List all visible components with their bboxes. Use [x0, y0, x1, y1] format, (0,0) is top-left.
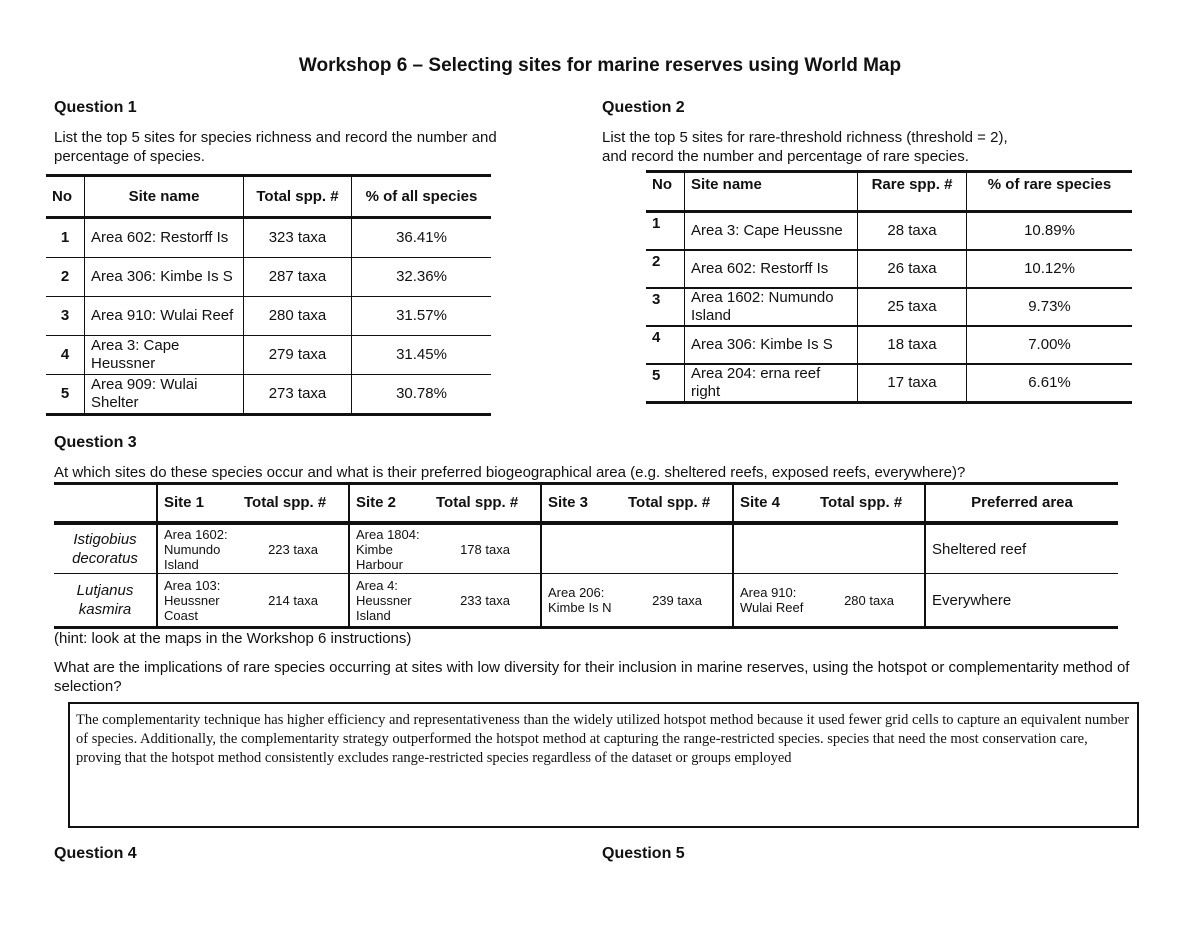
site-1: Area 103: Heussner Coast — [157, 574, 238, 628]
col-preferred-area: Preferred area — [925, 484, 1118, 524]
top-sites-species-richness-table — [46, 174, 491, 416]
total-spp: 273 taxa — [244, 375, 352, 415]
site-name: Area 910: Wulai Reef — [85, 297, 244, 336]
hint-text: (hint: look at the maps in the Workshop 6 instructions) — [54, 630, 412, 647]
top-sites-rare-richness-table — [646, 170, 1132, 404]
table-row — [46, 297, 491, 336]
site-name: Area 1602: Numundo Island — [685, 288, 858, 326]
site-name: Area 602: Restorff Is — [85, 218, 244, 258]
total-spp: 279 taxa — [244, 336, 352, 375]
percent-species: 31.45% — [352, 336, 492, 375]
total-spp: 280 taxa — [244, 297, 352, 336]
col-total-spp-2: Total spp. # — [430, 484, 541, 524]
table-header-row — [646, 172, 1132, 212]
implication-question: What are the implications of rare species occurring at sites with low diversity for their inclusion in marine reserves, using the hotspot or complementarity method of selection? — [54, 659, 1130, 695]
percent-rare: 10.89% — [1024, 222, 1075, 239]
site-name: Area 909: Wulai Shelter — [85, 375, 244, 415]
question-2-text-line-1: List the top 5 sites for rare-threshold richness (threshold = 2), — [602, 129, 1008, 146]
table-row — [54, 523, 1118, 574]
percent-species: 30.78% — [352, 375, 492, 415]
percent-species: 32.36% — [352, 258, 492, 297]
total-spp-1: 223 taxa — [238, 523, 349, 574]
table-header-row — [54, 484, 1118, 524]
col-site-4: Site 4 — [733, 484, 814, 524]
site-4 — [733, 523, 814, 574]
col-site-1: Site 1 — [157, 484, 238, 524]
site-2: Area 4: Heussner Island — [349, 574, 430, 628]
col-no: No — [646, 172, 685, 212]
site-4: Area 910: Wulai Reef — [733, 574, 814, 628]
total-spp: 287 taxa — [244, 258, 352, 297]
rare-spp: 18 taxa — [858, 326, 967, 364]
question-1-text: List the top 5 sites for species richness and record the number and percentage of species. — [54, 129, 497, 165]
preferred-area: Sheltered reef — [932, 540, 1027, 558]
question-3-heading: Question 3 — [54, 434, 137, 451]
site-3 — [541, 523, 622, 574]
col-rare-spp: Rare spp. # — [858, 172, 967, 212]
rare-spp: 26 taxa — [858, 250, 967, 288]
total-spp-4 — [814, 523, 925, 574]
question-3-text: At which sites do these species occur and what is their preferred biogeographical area (e.g. sheltered reefs, exposed reefs, everywhere)? — [54, 464, 966, 481]
table-row — [646, 212, 1132, 251]
row-number: 5 — [646, 364, 685, 403]
species-name: Lutjanus kasmira — [54, 574, 157, 628]
percent-rare: 7.00% — [967, 326, 1133, 364]
col-total-spp: Total spp. # — [244, 176, 352, 218]
table-row — [46, 375, 491, 415]
question-2-heading: Question 2 — [602, 99, 685, 116]
species-name: Istigobius decoratus — [54, 523, 157, 574]
site-3: Area 206: Kimbe Is N — [541, 574, 622, 628]
site-2: Area 1804: Kimbe Harbour — [356, 526, 420, 572]
total-spp-2: 233 taxa — [430, 574, 541, 628]
species-sites-table — [54, 482, 1118, 629]
question-4-heading: Question 4 — [54, 845, 137, 862]
percent-rare: 9.73% — [967, 288, 1133, 326]
table-row — [646, 364, 1132, 403]
question-5-heading: Question 5 — [602, 845, 685, 862]
site-name: Area 3: Cape Heussner — [85, 336, 244, 375]
table-row — [46, 218, 491, 258]
page-title: Workshop 6 – Selecting sites for marine reserves using World Map — [298, 55, 902, 76]
col-site-2: Site 2 — [349, 484, 430, 524]
table-row — [646, 326, 1132, 364]
row-number: 3 — [646, 288, 685, 326]
total-spp-3 — [622, 523, 733, 574]
col-total-spp-1: Total spp. # — [238, 484, 349, 524]
total-spp-3: 239 taxa — [622, 574, 733, 628]
table-row — [646, 288, 1132, 326]
row-number: 4 — [646, 326, 685, 364]
site-name: Area 306: Kimbe Is S — [85, 258, 244, 297]
row-number: 3 — [46, 297, 85, 336]
col-site-name: Site name — [85, 176, 244, 218]
row-number: 4 — [46, 336, 85, 375]
row-number: 2 — [46, 258, 85, 297]
site-name: Area 602: Restorff Is — [685, 250, 858, 288]
row-number: 1 — [46, 218, 85, 258]
table-row — [46, 336, 491, 375]
col-no: No — [46, 176, 85, 218]
col-total-spp-4: Total spp. # — [814, 484, 925, 524]
col-percent-all-species: % of all species — [352, 176, 492, 218]
total-spp-1: 214 taxa — [238, 574, 349, 628]
table-row — [646, 250, 1132, 288]
answer-box[interactable]: The complementarity technique has higher efficiency and representativeness than the widely utilized hotspot method because it used fewer grid cells to capture an equivalent number of species. Additionally, the complementarity strategy outperformed the hotspot method at capturing the range-restricted species. species that need the most conservation care, proving that the hotspot method consistently excludes range-restricted species regardless of the dataset or groups employed — [68, 702, 1139, 828]
rare-spp: 25 taxa — [858, 288, 967, 326]
percent-species: 36.41% — [396, 229, 447, 246]
site-1: Area 1602: Numundo Island — [164, 526, 228, 572]
rare-spp: 28 taxa — [858, 212, 967, 251]
total-spp-4: 280 taxa — [814, 574, 925, 628]
site-name: Area 306: Kimbe Is S — [685, 326, 858, 364]
table-header-row — [46, 176, 491, 218]
col-site-name: Site name — [685, 172, 858, 212]
row-number: 1 — [646, 212, 685, 251]
table-row — [54, 574, 1118, 628]
table-row — [46, 258, 491, 297]
total-spp-2: 178 taxa — [430, 523, 541, 574]
total-spp: 323 taxa — [244, 218, 352, 258]
col-percent-rare-species: % of rare species — [967, 172, 1133, 212]
row-number: 2 — [646, 250, 685, 288]
site-name: Area 204: erna reef right — [685, 364, 858, 403]
col-site-3: Site 3 — [541, 484, 622, 524]
percent-rare: 6.61% — [967, 364, 1133, 403]
col-species — [54, 484, 157, 524]
row-number: 5 — [46, 375, 85, 415]
site-name: Area 3: Cape Heussne — [685, 212, 858, 251]
preferred-area: Everywhere — [925, 574, 1118, 628]
rare-spp: 17 taxa — [858, 364, 967, 403]
percent-species: 31.57% — [352, 297, 492, 336]
question-1-heading: Question 1 — [54, 99, 137, 116]
col-total-spp-3: Total spp. # — [622, 484, 733, 524]
percent-rare: 10.12% — [967, 250, 1133, 288]
question-2-text-line-2: and record the number and percentage of rare species. — [602, 148, 969, 165]
